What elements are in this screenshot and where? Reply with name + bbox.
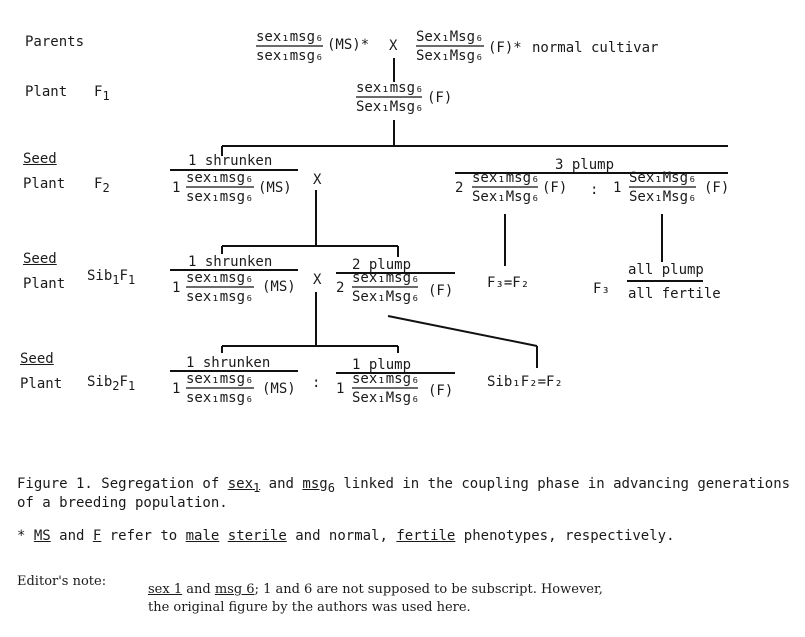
caption-msg: msg	[302, 476, 328, 492]
f2-het-phenotype: (F)	[542, 180, 568, 196]
f2-cross-symbol: X	[313, 172, 322, 188]
editor-msg: msg 6	[214, 582, 255, 597]
editor-sex: sex 1	[148, 582, 183, 597]
sib2f1-f: F	[119, 374, 128, 390]
f2-ms-ratio: 1	[172, 180, 181, 196]
sib1-ms-genotype-bottom: sex₁msg₆	[186, 289, 254, 305]
parent-ms-genotype-top: sex₁msg₆	[256, 29, 324, 45]
parent-cross-symbol: X	[389, 38, 398, 54]
footnote-end: phenotypes, respectively.	[455, 528, 675, 544]
row-label-plant-f2: Plant	[23, 176, 66, 192]
sib1f1-generation-label	[87, 268, 135, 288]
figure-caption-line2: of a breeding population.	[17, 495, 228, 511]
f2-ms-phenotype: (MS)	[258, 180, 292, 196]
footnote-space	[219, 528, 227, 544]
footnote-star: *	[17, 528, 34, 544]
row-label-seed-f2: Seed	[23, 151, 57, 167]
editor-rest: ; 1 and 6 are not supposed to be subscript. However,	[254, 582, 603, 597]
footnote-refer: refer to	[101, 528, 186, 544]
sib2-plump-heading: 1 plump	[352, 357, 412, 373]
editor-and: and	[182, 582, 215, 597]
f2-het-ratio: 2	[455, 180, 464, 196]
sib2-ms-genotype-bottom: sex₁msg₆	[186, 390, 254, 406]
row-label-seed-sib1: Seed	[23, 251, 57, 267]
editor-note-label: Editor's note:	[17, 574, 107, 589]
sib2-het-phenotype: (F)	[428, 383, 454, 399]
sib2-shrunken-heading: 1 shrunken	[186, 355, 271, 371]
footnote-normal: and normal,	[286, 528, 397, 544]
footnote-line	[17, 528, 675, 544]
parent-ms-genotype-bottom: sex₁msg₆	[256, 48, 324, 64]
sib1-het-diagonal-line	[388, 316, 537, 346]
sib1-shrunken-heading: 1 shrunken	[188, 254, 273, 270]
footnote-ms: MS	[33, 528, 51, 544]
f3-all-plump: all plump	[628, 262, 704, 278]
caption-sex-term	[227, 476, 261, 495]
sib1f2-equals-f2: Sib₁F₂=F₂	[487, 374, 563, 390]
f1-generation-label	[94, 84, 110, 104]
sib1-het-ratio: 2	[336, 280, 345, 296]
footnote-sterile: sterile	[227, 528, 287, 544]
f2-het-genotype-bottom: Sex₁Msg₆	[472, 189, 540, 205]
editor-note-line1	[148, 582, 603, 598]
f2-homf-genotype-top: Sex₁Msg₆	[629, 170, 697, 186]
f1-genotype-bottom: Sex₁Msg₆	[356, 99, 424, 115]
sib1-ms-phenotype: (MS)	[262, 279, 296, 295]
f2-generation-label	[94, 176, 110, 196]
sib2-het-genotype-top: sex₁msg₆	[352, 371, 420, 387]
caption-and: and	[260, 476, 303, 492]
sib1-cross-symbol: X	[313, 272, 322, 288]
figure-caption-line1	[17, 476, 790, 496]
caption-rest: linked in the coupling phase in advancing generations	[334, 476, 791, 492]
f1-genotype-top: sex₁msg₆	[356, 80, 424, 96]
sib1-het-genotype-top: sex₁msg₆	[352, 270, 420, 286]
f2-letter: F	[94, 176, 103, 192]
caption-msg-term	[302, 476, 335, 495]
f2-ms-genotype-top: sex₁msg₆	[186, 170, 254, 186]
caption-prefix: Figure 1. Segregation of	[17, 476, 228, 492]
parent-f-genotype-top: Sex₁Msg₆	[416, 29, 484, 45]
parent-ms-phenotype: (MS)*	[327, 37, 370, 53]
sib2-ms-phenotype: (MS)	[262, 381, 296, 397]
editor-note-line2: the original figure by the authors was used here.	[148, 600, 471, 615]
parent-f-genotype-bottom: Sex₁Msg₆	[416, 48, 484, 64]
sib2f1-sub2: 1	[127, 378, 136, 393]
f1-subscript: 1	[102, 88, 110, 103]
f2-ms-genotype-bottom: sex₁msg₆	[186, 189, 254, 205]
f3-all-fertile: all fertile	[628, 286, 721, 302]
caption-sex-sub: 1	[253, 480, 261, 495]
sib1f1-sub2: 1	[127, 272, 136, 287]
f2-shrunken-heading: 1 shrunken	[188, 153, 273, 169]
sib1-plump-heading: 2 plump	[352, 257, 412, 273]
sib1f1-f: F	[119, 268, 128, 284]
row-label-plant-sib2: Plant	[20, 376, 63, 392]
f2-ratio-colon: :	[590, 182, 599, 198]
sib2-ms-ratio: 1	[172, 381, 181, 397]
sib1-ms-ratio: 1	[172, 280, 181, 296]
f1-letter: F	[94, 84, 103, 100]
footnote-male: male	[185, 528, 220, 544]
f3-equals-f2: F₃=F₂	[487, 275, 530, 291]
f1-phenotype: (F)	[427, 90, 453, 106]
f2-homf-ratio: 1	[613, 180, 622, 196]
footnote-f: F	[92, 528, 102, 544]
sib1f1-sub1: 1	[112, 272, 120, 287]
row-label-parents: Parents	[25, 34, 85, 50]
parent-f-phenotype: (F)*	[488, 40, 522, 56]
sib2f1-generation-label	[87, 374, 135, 394]
sib1-het-genotype-bottom: Sex₁Msg₆	[352, 289, 420, 305]
row-label-plant-f1: Plant	[25, 84, 68, 100]
sib2f1-sib: Sib	[87, 374, 113, 390]
f3-label: F₃	[593, 281, 610, 297]
f2-plump-heading: 3 plump	[555, 157, 615, 173]
footnote-fertile: fertile	[396, 528, 456, 544]
sib2-ms-genotype-top: sex₁msg₆	[186, 371, 254, 387]
f2-homf-genotype-bottom: Sex₁Msg₆	[629, 189, 697, 205]
footnote-and: and	[50, 528, 93, 544]
caption-sex: sex	[227, 476, 254, 492]
caption-msg-sub: 6	[327, 480, 335, 495]
sib1-ms-genotype-top: sex₁msg₆	[186, 270, 254, 286]
f2-subscript: 2	[102, 180, 110, 195]
sib1f1-sib: Sib	[87, 268, 113, 284]
f2-het-genotype-top: sex₁msg₆	[472, 170, 540, 186]
f2-homf-phenotype: (F)	[704, 180, 730, 196]
parent-normal-cultivar: normal cultivar	[532, 40, 659, 56]
sib1-het-phenotype: (F)	[428, 283, 454, 299]
sib2-het-ratio: 1	[336, 381, 345, 397]
sib2-ratio-colon: :	[312, 375, 321, 391]
row-label-plant-sib1: Plant	[23, 276, 66, 292]
sib2-het-genotype-bottom: Sex₁Msg₆	[352, 390, 420, 406]
row-label-seed-sib2: Seed	[20, 351, 54, 367]
sib2f1-sub1: 2	[112, 378, 120, 393]
